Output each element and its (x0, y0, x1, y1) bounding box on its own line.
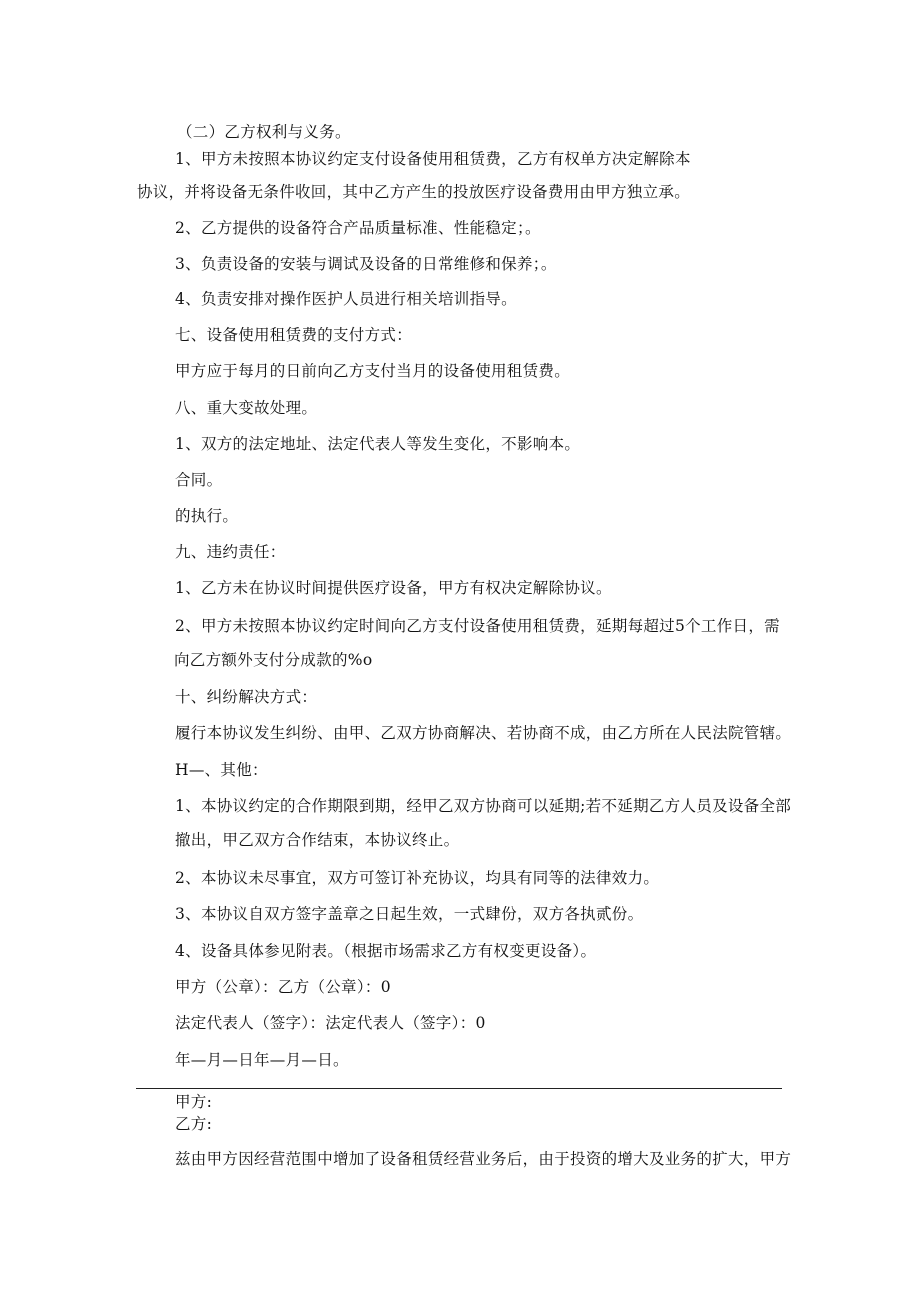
paragraph-line: 2、乙方提供的设备符合产品质量标准、性能稳定；。 (175, 219, 541, 237)
section-heading-major-changes: 八、重大变故处理。 (175, 399, 318, 417)
horizontal-divider (136, 1088, 782, 1089)
paragraph-line: 的执行。 (175, 507, 239, 525)
paragraph-line: 2、甲方未按照本协议约定时间向乙方支付设备使用租赁费，延期每超过5个工作日，需 (175, 617, 780, 635)
section-heading-payment: 七、设备使用租赁费的支付方式： (175, 326, 413, 344)
paragraph-line: 履行本协议发生纠纷、由甲、乙双方协商解决、若协商不成，由乙方所在人民法院管辖。 (175, 724, 792, 742)
paragraph-line: 1、甲方未按照本协议约定支付设备使用租赁费，乙方有权单方决定解除本 (175, 150, 691, 168)
paragraph-line: 合同。 (175, 471, 223, 489)
section-heading-breach: 九、违约责任： (175, 543, 286, 561)
section-heading-disputes: 十、纠纷解决方式： (175, 688, 318, 706)
paragraph-line: 4、负责安排对操作医护人员进行相关培训指导。 (175, 290, 517, 308)
paragraph-line: 4、设备具体参见附表。（根据市场需求乙方有权变更设备）。 (175, 942, 597, 960)
party-a-label: 甲方: (175, 1093, 213, 1111)
paragraph-line: 撤出，甲乙双方合作结束，本协议终止。 (175, 831, 460, 849)
paragraph-line: 3、负责设备的安装与调试及设备的日常维修和保养；。 (175, 255, 557, 273)
paragraph-line: 协议，并将设备无条件收回，其中乙方产生的投放医疗设备费用由甲方独立承。 (137, 183, 691, 201)
paragraph-line: 1、本协议约定的合作期限到期，经甲乙双方协商可以延期;若不延期乙方人员及设备全部 (175, 797, 792, 815)
paragraph-line: 1、乙方未在协议时间提供医疗设备，甲方有权决定解除协议。 (175, 579, 612, 597)
paragraph-line: 1、双方的法定地址、法定代表人等发生变化，不影响本。 (175, 435, 581, 453)
paragraph-line: 甲方应于每月的日前向乙方支付当月的设备使用租赁费。 (175, 362, 571, 380)
party-b-label: 乙方: (175, 1115, 213, 1133)
paragraph-line: 兹由甲方因经营范围中增加了设备租赁经营业务后，由于投资的增大及业务的扩大，甲方 (175, 1150, 792, 1168)
section-heading-party-b-rights: （二）乙方权利与义务。 (177, 123, 351, 141)
paragraph-line: 2、本协议未尽事宜，双方可签订补充协议，均具有同等的法律效力。 (175, 869, 660, 887)
paragraph-line: 3、本协议自双方签字盖章之日起生效，一式肆份，双方各执贰份。 (175, 905, 644, 923)
signature-representative-line: 法定代表人（签字）：法定代表人（签字）：0 (175, 1014, 486, 1032)
signature-date-line: 年—月—日年—月—日。 (175, 1051, 349, 1069)
signature-seal-line: 甲方（公章）：乙方（公章）：0 (175, 978, 391, 996)
paragraph-line: 向乙方额外支付分成款的%o (174, 651, 373, 669)
section-heading-other: H—、其他： (175, 761, 268, 779)
